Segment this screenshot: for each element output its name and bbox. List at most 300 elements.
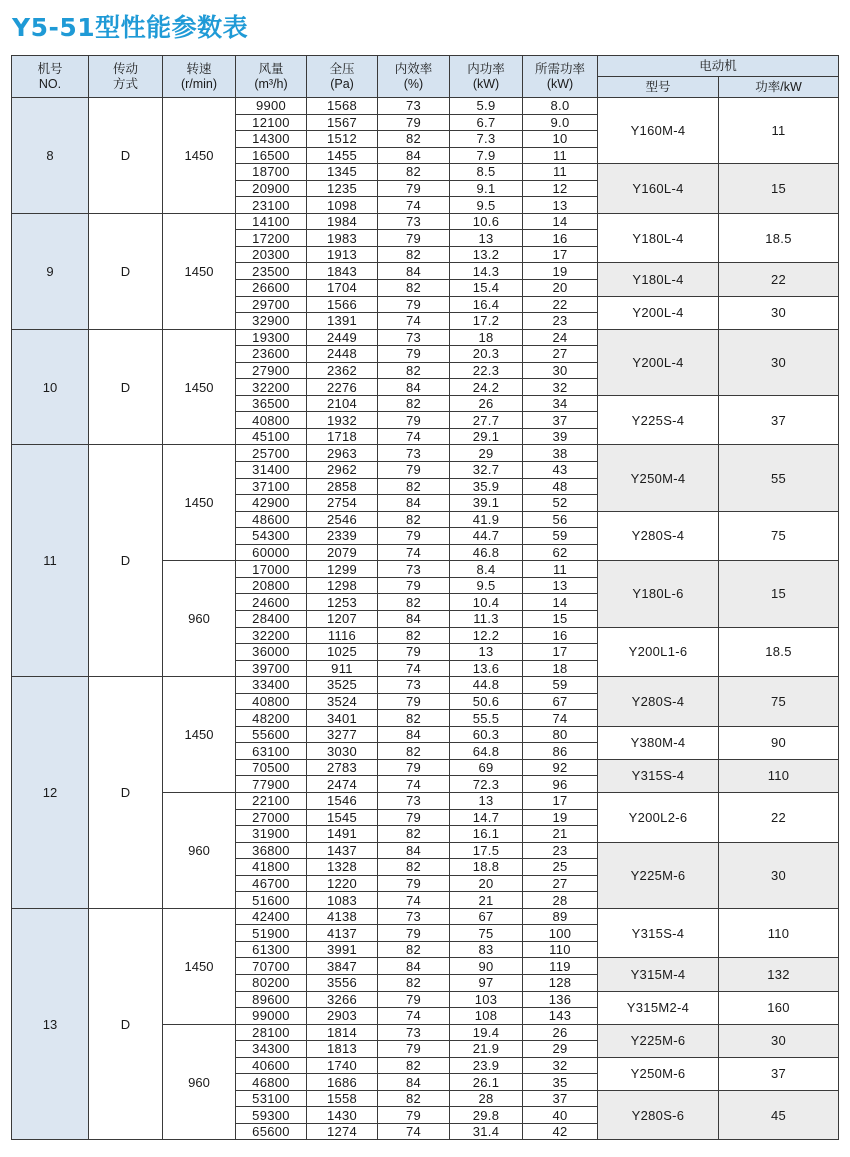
flow-cell: 40800 (236, 412, 307, 429)
required-power-cell: 74 (523, 710, 598, 727)
flow-cell: 25700 (236, 445, 307, 462)
internal-power-cell: 27.7 (450, 412, 523, 429)
pressure-cell: 1567 (307, 114, 378, 131)
motor-model-cell: Y250M-4 (598, 445, 719, 511)
drive-cell: D (89, 98, 163, 214)
header-efficiency: 内效率 (%) (378, 56, 450, 98)
pressure-cell: 1814 (307, 1024, 378, 1041)
table-row (12, 98, 839, 115)
motor-power-cell: 75 (719, 511, 839, 561)
flow-cell: 14300 (236, 131, 307, 148)
efficiency-cell: 84 (378, 495, 450, 512)
internal-power-cell: 50.6 (450, 693, 523, 710)
required-power-cell: 32 (523, 379, 598, 396)
internal-power-cell: 97 (450, 974, 523, 991)
pressure-cell: 1740 (307, 1057, 378, 1074)
required-power-cell: 86 (523, 743, 598, 760)
required-power-cell: 18 (523, 660, 598, 677)
internal-power-cell: 15.4 (450, 280, 523, 297)
pressure-cell: 1116 (307, 627, 378, 644)
flow-cell: 23500 (236, 263, 307, 280)
efficiency-cell: 79 (378, 412, 450, 429)
required-power-cell: 136 (523, 991, 598, 1008)
internal-power-cell: 29.8 (450, 1107, 523, 1124)
motor-model-cell: Y315M-4 (598, 958, 719, 991)
flow-cell: 27000 (236, 809, 307, 826)
motor-model-cell: Y225S-4 (598, 395, 719, 445)
required-power-cell: 92 (523, 759, 598, 776)
required-power-cell: 16 (523, 230, 598, 247)
internal-power-cell: 90 (450, 958, 523, 975)
internal-power-cell: 14.7 (450, 809, 523, 826)
pressure-cell: 4138 (307, 908, 378, 925)
required-power-cell: 19 (523, 263, 598, 280)
efficiency-cell: 82 (378, 131, 450, 148)
flow-cell: 31400 (236, 462, 307, 479)
flow-cell: 28100 (236, 1024, 307, 1041)
internal-power-cell: 39.1 (450, 495, 523, 512)
efficiency-cell: 82 (378, 478, 450, 495)
speed-cell: 1450 (163, 677, 236, 793)
pressure-cell: 1568 (307, 98, 378, 115)
internal-power-cell: 35.9 (450, 478, 523, 495)
internal-power-cell: 18 (450, 329, 523, 346)
flow-cell: 48600 (236, 511, 307, 528)
internal-power-cell: 108 (450, 1008, 523, 1025)
required-power-cell: 32 (523, 1057, 598, 1074)
efficiency-cell: 79 (378, 1107, 450, 1124)
efficiency-cell: 74 (378, 1123, 450, 1140)
machine-no-cell: 8 (12, 98, 89, 214)
speed-cell: 1450 (163, 98, 236, 214)
flow-cell: 28400 (236, 610, 307, 627)
pressure-cell: 3991 (307, 941, 378, 958)
drive-cell: D (89, 213, 163, 329)
efficiency-cell: 84 (378, 1074, 450, 1091)
efficiency-cell: 79 (378, 180, 450, 197)
motor-power-cell: 18.5 (719, 213, 839, 263)
drive-cell: D (89, 908, 163, 1140)
required-power-cell: 48 (523, 478, 598, 495)
flow-cell: 89600 (236, 991, 307, 1008)
flow-cell: 36000 (236, 644, 307, 661)
required-power-cell: 34 (523, 395, 598, 412)
internal-power-cell: 13 (450, 792, 523, 809)
motor-model-cell: Y180L-4 (598, 263, 719, 296)
page-title: Y5-51型性能参数表 (12, 13, 249, 42)
internal-power-cell: 13 (450, 644, 523, 661)
pressure-cell: 1025 (307, 644, 378, 661)
internal-power-cell: 55.5 (450, 710, 523, 727)
pressure-cell: 1983 (307, 230, 378, 247)
flow-cell: 99000 (236, 1008, 307, 1025)
machine-no-cell: 11 (12, 445, 89, 677)
header-speed: 转速 (r/min) (163, 56, 236, 98)
efficiency-cell: 79 (378, 1041, 450, 1058)
table-row (12, 677, 839, 694)
internal-power-cell: 28 (450, 1090, 523, 1107)
flow-cell: 61300 (236, 941, 307, 958)
required-power-cell: 14 (523, 213, 598, 230)
internal-power-cell: 26.1 (450, 1074, 523, 1091)
flow-cell: 70700 (236, 958, 307, 975)
efficiency-cell: 84 (378, 726, 450, 743)
motor-power-cell: 22 (719, 263, 839, 296)
efficiency-cell: 74 (378, 197, 450, 214)
flow-cell: 32200 (236, 627, 307, 644)
efficiency-cell: 79 (378, 644, 450, 661)
motor-power-cell: 45 (719, 1090, 839, 1140)
required-power-cell: 17 (523, 246, 598, 263)
internal-power-cell: 29.1 (450, 428, 523, 445)
flow-cell: 46800 (236, 1074, 307, 1091)
flow-cell: 17000 (236, 561, 307, 578)
flow-cell: 77900 (236, 776, 307, 793)
motor-power-cell: 55 (719, 445, 839, 511)
speed-cell: 960 (163, 1024, 236, 1140)
pressure-cell: 2449 (307, 329, 378, 346)
pressure-cell: 1274 (307, 1123, 378, 1140)
pressure-cell: 2962 (307, 462, 378, 479)
required-power-cell: 11 (523, 164, 598, 181)
motor-power-cell: 30 (719, 842, 839, 908)
flow-cell: 24600 (236, 594, 307, 611)
efficiency-cell: 79 (378, 759, 450, 776)
motor-power-cell: 11 (719, 98, 839, 164)
motor-power-cell: 30 (719, 296, 839, 329)
internal-power-cell: 13 (450, 230, 523, 247)
efficiency-cell: 73 (378, 213, 450, 230)
required-power-cell: 35 (523, 1074, 598, 1091)
efficiency-cell: 73 (378, 1024, 450, 1041)
pressure-cell: 3277 (307, 726, 378, 743)
flow-cell: 9900 (236, 98, 307, 115)
internal-power-cell: 69 (450, 759, 523, 776)
motor-model-cell: Y280S-6 (598, 1090, 719, 1140)
efficiency-cell: 82 (378, 941, 450, 958)
internal-power-cell: 20 (450, 875, 523, 892)
efficiency-cell: 79 (378, 296, 450, 313)
flow-cell: 40800 (236, 693, 307, 710)
flow-cell: 34300 (236, 1041, 307, 1058)
flow-cell: 20300 (236, 246, 307, 263)
efficiency-cell: 84 (378, 842, 450, 859)
machine-no-cell: 12 (12, 677, 89, 909)
header-motor-power: 功率/kW (719, 77, 839, 98)
pressure-cell: 1207 (307, 610, 378, 627)
flow-cell: 20800 (236, 577, 307, 594)
pressure-cell: 1545 (307, 809, 378, 826)
internal-power-cell: 103 (450, 991, 523, 1008)
header-motor: 电动机 (598, 56, 839, 77)
internal-power-cell: 7.3 (450, 131, 523, 148)
pressure-cell: 1391 (307, 313, 378, 330)
efficiency-cell: 79 (378, 925, 450, 942)
pressure-cell: 1843 (307, 263, 378, 280)
flow-cell: 53100 (236, 1090, 307, 1107)
required-power-cell: 80 (523, 726, 598, 743)
motor-model-cell: Y280S-4 (598, 677, 719, 727)
pressure-cell: 3525 (307, 677, 378, 694)
header-machine-no: 机号 NO. (12, 56, 89, 98)
pressure-cell: 2754 (307, 495, 378, 512)
flow-cell: 37100 (236, 478, 307, 495)
flow-cell: 32200 (236, 379, 307, 396)
internal-power-cell: 7.9 (450, 147, 523, 164)
motor-power-cell: 37 (719, 395, 839, 445)
internal-power-cell: 17.2 (450, 313, 523, 330)
required-power-cell: 38 (523, 445, 598, 462)
motor-power-cell: 160 (719, 991, 839, 1024)
flow-cell: 48200 (236, 710, 307, 727)
flow-cell: 20900 (236, 180, 307, 197)
efficiency-cell: 79 (378, 346, 450, 363)
efficiency-cell: 84 (378, 958, 450, 975)
required-power-cell: 110 (523, 941, 598, 958)
efficiency-cell: 84 (378, 610, 450, 627)
internal-power-cell: 9.1 (450, 180, 523, 197)
efficiency-cell: 73 (378, 445, 450, 462)
pressure-cell: 1328 (307, 859, 378, 876)
required-power-cell: 20 (523, 280, 598, 297)
efficiency-cell: 74 (378, 544, 450, 561)
efficiency-cell: 79 (378, 230, 450, 247)
motor-power-cell: 37 (719, 1057, 839, 1090)
pressure-cell: 3030 (307, 743, 378, 760)
flow-cell: 39700 (236, 660, 307, 677)
pressure-cell: 1299 (307, 561, 378, 578)
required-power-cell: 59 (523, 677, 598, 694)
speed-cell: 1450 (163, 213, 236, 329)
table-row (12, 213, 839, 230)
flow-cell: 51900 (236, 925, 307, 942)
required-power-cell: 15 (523, 610, 598, 627)
internal-power-cell: 21 (450, 892, 523, 909)
pressure-cell: 1298 (307, 577, 378, 594)
efficiency-cell: 82 (378, 246, 450, 263)
efficiency-cell: 79 (378, 577, 450, 594)
internal-power-cell: 10.4 (450, 594, 523, 611)
header-pressure: 全压 (Pa) (307, 56, 378, 98)
header-motor-model: 型号 (598, 77, 719, 98)
efficiency-cell: 79 (378, 114, 450, 131)
motor-model-cell: Y180L-6 (598, 561, 719, 627)
efficiency-cell: 82 (378, 627, 450, 644)
efficiency-cell: 79 (378, 528, 450, 545)
efficiency-cell: 79 (378, 693, 450, 710)
flow-cell: 70500 (236, 759, 307, 776)
required-power-cell: 22 (523, 296, 598, 313)
internal-power-cell: 44.7 (450, 528, 523, 545)
efficiency-cell: 82 (378, 1090, 450, 1107)
required-power-cell: 16 (523, 627, 598, 644)
internal-power-cell: 13.6 (450, 660, 523, 677)
header-drive: 传动 方式 (89, 56, 163, 98)
internal-power-cell: 8.5 (450, 164, 523, 181)
flow-cell: 55600 (236, 726, 307, 743)
flow-cell: 17200 (236, 230, 307, 247)
pressure-cell: 1455 (307, 147, 378, 164)
pressure-cell: 2104 (307, 395, 378, 412)
header-internal-power: 内功率 (kW) (450, 56, 523, 98)
efficiency-cell: 73 (378, 677, 450, 694)
internal-power-cell: 13.2 (450, 246, 523, 263)
flow-cell: 46700 (236, 875, 307, 892)
flow-cell: 12100 (236, 114, 307, 131)
pressure-cell: 1546 (307, 792, 378, 809)
pressure-cell: 1718 (307, 428, 378, 445)
internal-power-cell: 21.9 (450, 1041, 523, 1058)
motor-model-cell: Y380M-4 (598, 726, 719, 759)
required-power-cell: 62 (523, 544, 598, 561)
efficiency-cell: 73 (378, 329, 450, 346)
table-header (12, 56, 839, 98)
pressure-cell: 3401 (307, 710, 378, 727)
drive-cell: D (89, 329, 163, 445)
pressure-cell: 3556 (307, 974, 378, 991)
pressure-cell: 1813 (307, 1041, 378, 1058)
efficiency-cell: 74 (378, 776, 450, 793)
drive-cell: D (89, 677, 163, 909)
efficiency-cell: 82 (378, 395, 450, 412)
internal-power-cell: 24.2 (450, 379, 523, 396)
pressure-cell: 2963 (307, 445, 378, 462)
motor-model-cell: Y160L-4 (598, 164, 719, 214)
table-body (12, 98, 839, 1140)
required-power-cell: 37 (523, 412, 598, 429)
internal-power-cell: 72.3 (450, 776, 523, 793)
required-power-cell: 28 (523, 892, 598, 909)
required-power-cell: 42 (523, 1123, 598, 1140)
pressure-cell: 2474 (307, 776, 378, 793)
flow-cell: 26600 (236, 280, 307, 297)
required-power-cell: 128 (523, 974, 598, 991)
flow-cell: 36500 (236, 395, 307, 412)
required-power-cell: 11 (523, 561, 598, 578)
speed-cell: 1450 (163, 445, 236, 561)
required-power-cell: 13 (523, 197, 598, 214)
required-power-cell: 27 (523, 346, 598, 363)
internal-power-cell: 17.5 (450, 842, 523, 859)
motor-power-cell: 30 (719, 1024, 839, 1057)
motor-model-cell: Y160M-4 (598, 98, 719, 164)
internal-power-cell: 9.5 (450, 197, 523, 214)
internal-power-cell: 20.3 (450, 346, 523, 363)
motor-power-cell: 110 (719, 908, 839, 958)
motor-model-cell: Y225M-6 (598, 1024, 719, 1057)
required-power-cell: 11 (523, 147, 598, 164)
motor-model-cell: Y200L2-6 (598, 792, 719, 842)
efficiency-cell: 82 (378, 511, 450, 528)
machine-no-cell: 10 (12, 329, 89, 445)
motor-model-cell: Y315S-4 (598, 759, 719, 792)
efficiency-cell: 82 (378, 362, 450, 379)
required-power-cell: 26 (523, 1024, 598, 1041)
required-power-cell: 23 (523, 842, 598, 859)
internal-power-cell: 44.8 (450, 677, 523, 694)
internal-power-cell: 10.6 (450, 213, 523, 230)
required-power-cell: 143 (523, 1008, 598, 1025)
motor-power-cell: 132 (719, 958, 839, 991)
required-power-cell: 37 (523, 1090, 598, 1107)
required-power-cell: 29 (523, 1041, 598, 1058)
motor-power-cell: 75 (719, 677, 839, 727)
required-power-cell: 100 (523, 925, 598, 942)
header-flow: 风量 (m³/h) (236, 56, 307, 98)
internal-power-cell: 46.8 (450, 544, 523, 561)
required-power-cell: 8.0 (523, 98, 598, 115)
table-row (12, 908, 839, 925)
required-power-cell: 30 (523, 362, 598, 379)
motor-power-cell: 90 (719, 726, 839, 759)
pressure-cell: 911 (307, 660, 378, 677)
efficiency-cell: 82 (378, 164, 450, 181)
efficiency-cell: 79 (378, 809, 450, 826)
required-power-cell: 24 (523, 329, 598, 346)
pressure-cell: 1932 (307, 412, 378, 429)
internal-power-cell: 41.9 (450, 511, 523, 528)
internal-power-cell: 83 (450, 941, 523, 958)
motor-power-cell: 110 (719, 759, 839, 792)
pressure-cell: 1083 (307, 892, 378, 909)
required-power-cell: 59 (523, 528, 598, 545)
pressure-cell: 3266 (307, 991, 378, 1008)
speed-cell: 1450 (163, 329, 236, 445)
required-power-cell: 96 (523, 776, 598, 793)
flow-cell: 22100 (236, 792, 307, 809)
efficiency-cell: 79 (378, 462, 450, 479)
efficiency-cell: 74 (378, 660, 450, 677)
motor-model-cell: Y280S-4 (598, 511, 719, 561)
pressure-cell: 1512 (307, 131, 378, 148)
machine-no-cell: 13 (12, 908, 89, 1140)
internal-power-cell: 29 (450, 445, 523, 462)
flow-cell: 60000 (236, 544, 307, 561)
pressure-cell: 1686 (307, 1074, 378, 1091)
efficiency-cell: 84 (378, 147, 450, 164)
motor-model-cell: Y200L-4 (598, 329, 719, 395)
motor-model-cell: Y315M2-4 (598, 991, 719, 1024)
flow-cell: 40600 (236, 1057, 307, 1074)
internal-power-cell: 6.7 (450, 114, 523, 131)
flow-cell: 51600 (236, 892, 307, 909)
flow-cell: 45100 (236, 428, 307, 445)
required-power-cell: 14 (523, 594, 598, 611)
efficiency-cell: 73 (378, 98, 450, 115)
efficiency-cell: 84 (378, 379, 450, 396)
required-power-cell: 89 (523, 908, 598, 925)
flow-cell: 31900 (236, 826, 307, 843)
motor-model-cell: Y200L1-6 (598, 627, 719, 677)
internal-power-cell: 16.4 (450, 296, 523, 313)
flow-cell: 42900 (236, 495, 307, 512)
flow-cell: 63100 (236, 743, 307, 760)
flow-cell: 65600 (236, 1123, 307, 1140)
pressure-cell: 2362 (307, 362, 378, 379)
performance-table (11, 55, 839, 1140)
flow-cell: 29700 (236, 296, 307, 313)
pressure-cell: 1491 (307, 826, 378, 843)
required-power-cell: 43 (523, 462, 598, 479)
flow-cell: 54300 (236, 528, 307, 545)
flow-cell: 33400 (236, 677, 307, 694)
flow-cell: 19300 (236, 329, 307, 346)
flow-cell: 80200 (236, 974, 307, 991)
required-power-cell: 10 (523, 131, 598, 148)
efficiency-cell: 73 (378, 561, 450, 578)
pressure-cell: 1913 (307, 246, 378, 263)
flow-cell: 23600 (236, 346, 307, 363)
